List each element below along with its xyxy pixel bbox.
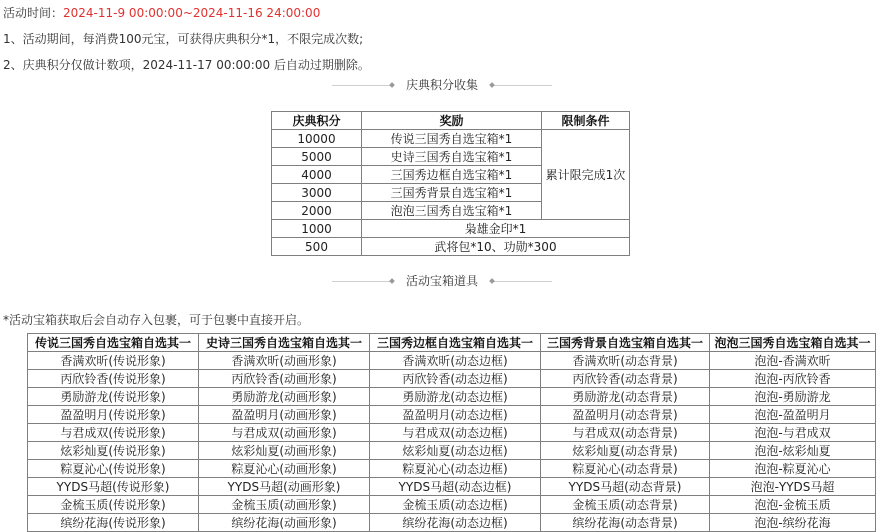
box-item-cell: 泡泡-盈盈明月 — [710, 406, 876, 424]
box-item-cell: YYDS马超(传说形象) — [28, 478, 199, 496]
box-item-cell: 盈盈明月(动态背景) — [541, 406, 710, 424]
box-item-cell: 丙欣铃香(传说形象) — [28, 370, 199, 388]
box-item-cell: 丙欣铃香(动态背景) — [541, 370, 710, 388]
title-divider-right — [492, 281, 552, 282]
box-item-cell: 勇励游龙(动态背景) — [541, 388, 710, 406]
box-item-cell: 泡泡-丙欣铃香 — [710, 370, 876, 388]
box-item-cell: 缤纷花海(动画形象) — [199, 514, 370, 532]
box-section-title — [0, 273, 884, 289]
box-item-cell: 香满欢昕(动态边框) — [370, 352, 541, 370]
box-item-cell: 勇励游龙(动态边框) — [370, 388, 541, 406]
title-divider-left — [332, 85, 392, 86]
box-item-cell: YYDS马超(动画形象) — [199, 478, 370, 496]
reward-value: 枭雄金印*1 — [362, 220, 630, 238]
reward-value: 史诗三国秀自选宝箱*1 — [362, 148, 542, 166]
points-row — [272, 238, 630, 256]
points-row — [272, 130, 630, 148]
box-item-cell: 炫彩灿夏(动态背景) — [541, 442, 710, 460]
reward-value: 武将包*10、功勋*300 — [362, 238, 630, 256]
box-table-header-row — [28, 334, 876, 352]
points-section-title-text: 庆典积分收集 — [405, 78, 478, 92]
box-item-cell: 金梳玉质(动态背景) — [541, 496, 710, 514]
box-row — [28, 370, 876, 388]
rule-1: 1、活动期间，每消费100元宝，可获得庆典积分*1，不限完成次数; — [3, 32, 364, 46]
box-item-cell: 泡泡-炫彩灿夏 — [710, 442, 876, 460]
header-reward: 奖励 — [362, 112, 542, 130]
box-item-cell: 泡泡-香满欢昕 — [710, 352, 876, 370]
points-value: 3000 — [272, 184, 362, 202]
box-item-cell: 与君成双(传说形象) — [28, 424, 199, 442]
box-header-epic: 史诗三国秀自选宝箱自选其一 — [199, 334, 370, 352]
points-table-header-row — [272, 112, 630, 130]
activity-time-value: 2024-11-9 00:00:00~2024-11-16 24:00:00 — [63, 6, 321, 20]
points-value: 500 — [272, 238, 362, 256]
points-value: 4000 — [272, 166, 362, 184]
box-item-cell: 缤纷花海(动态边框) — [370, 514, 541, 532]
reward-value: 传说三国秀自选宝箱*1 — [362, 130, 542, 148]
points-value: 10000 — [272, 130, 362, 148]
box-item-cell: 勇励游龙(传说形象) — [28, 388, 199, 406]
box-item-cell: 盈盈明月(传说形象) — [28, 406, 199, 424]
box-item-cell: 泡泡-勇励游龙 — [710, 388, 876, 406]
header-points: 庆典积分 — [272, 112, 362, 130]
box-item-cell: 与君成双(动态背景) — [541, 424, 710, 442]
box-item-cell: 香满欢昕(动态背景) — [541, 352, 710, 370]
box-item-cell: 丙欣铃香(动态边框) — [370, 370, 541, 388]
box-item-cell: 泡泡-YYDS马超 — [710, 478, 876, 496]
box-row — [28, 424, 876, 442]
box-row — [28, 460, 876, 478]
box-item-cell: 金梳玉质(传说形象) — [28, 496, 199, 514]
box-item-cell: 与君成双(动态边框) — [370, 424, 541, 442]
points-reward-table — [271, 111, 630, 256]
activity-time-line — [3, 5, 320, 21]
box-item-cell: YYDS马超(动态背景) — [541, 478, 710, 496]
box-header-legend: 传说三国秀自选宝箱自选其一 — [28, 334, 199, 352]
box-header-frame: 三国秀边框自选宝箱自选其一 — [370, 334, 541, 352]
box-item-cell: 粽夏沁心(动画形象) — [199, 460, 370, 478]
box-item-cell: 金梳玉质(动画形象) — [199, 496, 370, 514]
box-item-cell: 泡泡-与君成双 — [710, 424, 876, 442]
box-header-bubble: 泡泡三国秀自选宝箱自选其一 — [710, 334, 876, 352]
box-item-cell: 粽夏沁心(动态边框) — [370, 460, 541, 478]
box-item-cell: 缤纷花海(动态背景) — [541, 514, 710, 532]
box-item-cell: 盈盈明月(动态边框) — [370, 406, 541, 424]
title-divider-right — [492, 85, 552, 86]
points-value: 5000 — [272, 148, 362, 166]
limit-value: 累计限完成1次 — [542, 130, 630, 220]
box-item-cell: 泡泡-缤纷花海 — [710, 514, 876, 532]
box-item-cell: 勇励游龙(动画形象) — [199, 388, 370, 406]
box-row — [28, 496, 876, 514]
box-item-cell: YYDS马超(动态边框) — [370, 478, 541, 496]
box-row — [28, 388, 876, 406]
box-item-cell: 炫彩灿夏(动画形象) — [199, 442, 370, 460]
box-item-cell: 金梳玉质(动态边框) — [370, 496, 541, 514]
box-item-cell: 粽夏沁心(动态背景) — [541, 460, 710, 478]
reward-value: 三国秀背景自选宝箱*1 — [362, 184, 542, 202]
box-row — [28, 352, 876, 370]
box-item-cell: 炫彩灿夏(传说形象) — [28, 442, 199, 460]
box-section-title-text: 活动宝箱道具 — [405, 274, 478, 288]
box-item-cell: 粽夏沁心(传说形象) — [28, 460, 199, 478]
box-item-cell: 炫彩灿夏(动态边框) — [370, 442, 541, 460]
box-item-cell: 泡泡-粽夏沁心 — [710, 460, 876, 478]
box-item-cell: 香满欢昕(传说形象) — [28, 352, 199, 370]
reward-value: 泡泡三国秀自选宝箱*1 — [362, 202, 542, 220]
box-row — [28, 406, 876, 424]
box-item-cell: 盈盈明月(动画形象) — [199, 406, 370, 424]
box-row — [28, 442, 876, 460]
rule-2: 2、庆典积分仅做计数项，2024-11-17 00:00:00 后自动过期删除。 — [3, 58, 370, 72]
box-note: *活动宝箱获取后会自动存入包裹，可于包裹中直接开启。 — [3, 313, 310, 327]
box-items-table — [27, 333, 876, 532]
points-value: 1000 — [272, 220, 362, 238]
points-section-title — [0, 77, 884, 93]
box-header-background: 三国秀背景自选宝箱自选其一 — [541, 334, 710, 352]
box-item-cell: 缤纷花海(传说形象) — [28, 514, 199, 532]
box-item-cell: 泡泡-金梳玉质 — [710, 496, 876, 514]
box-item-cell: 香满欢昕(动画形象) — [199, 352, 370, 370]
box-row — [28, 478, 876, 496]
activity-time-label: 活动时间： — [3, 6, 64, 20]
reward-value: 三国秀边框自选宝箱*1 — [362, 166, 542, 184]
points-value: 2000 — [272, 202, 362, 220]
header-limit: 限制条件 — [542, 112, 630, 130]
title-divider-left — [332, 281, 392, 282]
box-item-cell: 与君成双(动画形象) — [199, 424, 370, 442]
points-row — [272, 220, 630, 238]
box-item-cell: 丙欣铃香(动画形象) — [199, 370, 370, 388]
